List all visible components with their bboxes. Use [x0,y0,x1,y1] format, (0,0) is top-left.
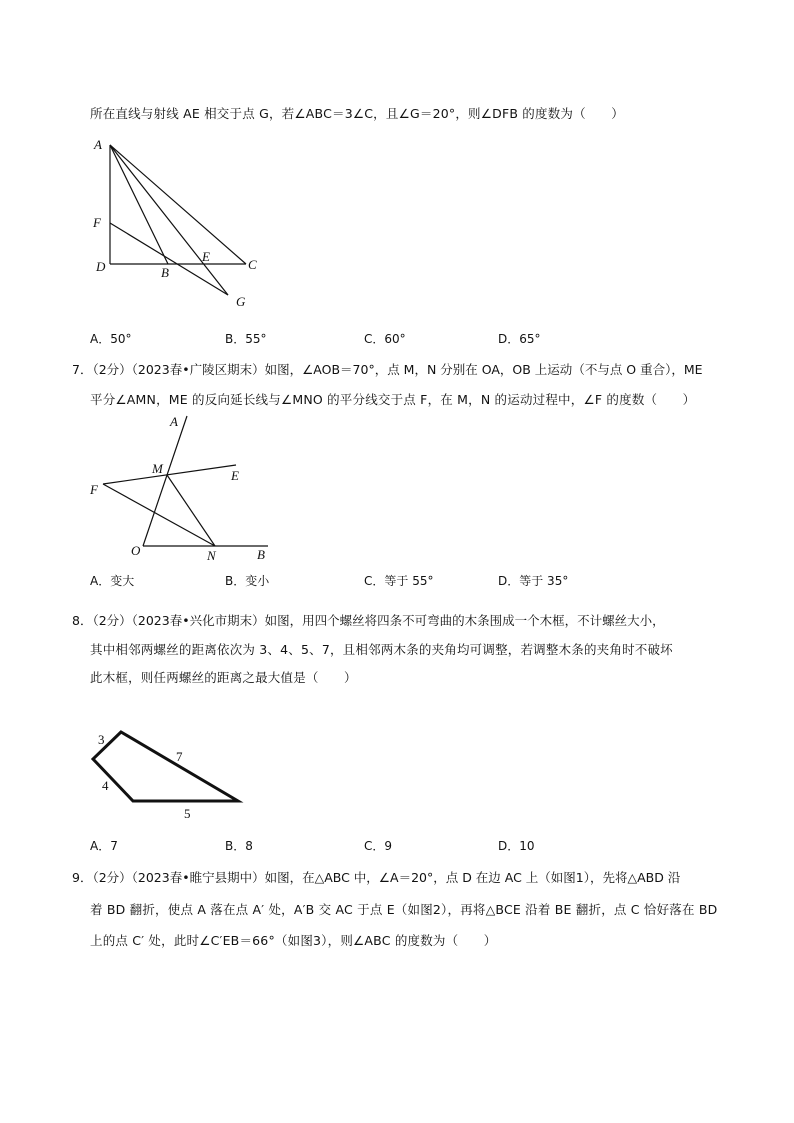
q8-label-side-3: 3 [98,732,105,747]
q7-option-a[interactable]: A．变大 [90,574,135,588]
q7-line-2: 平分∠AMN，ME 的反向延长线与∠MNO 的平分线交于点 F，在 M，N 的运动过程中，∠F 的度数（ ） [90,392,696,407]
q9-line-3: 上的点 C′ 处，此时∠C′EB＝66°（如图3），则∠ABC 的度数为（ ） [90,933,497,948]
q8-option-a[interactable]: A．7 [90,839,118,853]
q7-label-M: M [152,461,163,476]
q6-label-A: A [94,137,102,152]
q6-label-D: D [96,259,106,274]
q7-figure [88,413,278,563]
q9-line-2: 着 BD 翻折，使点 A 落在点 A′ 处，A′B 交 AC 于点 E（如图2），再将△BCE 沿着 BE 翻折，点 C 恰好落在 BD [90,902,718,917]
q6-option-c[interactable]: C．60° [364,332,406,346]
q7-option-b[interactable]: B．变小 [225,574,270,588]
q6-stem-line: 所在直线与射线 AE 相交于点 G，若∠ABC＝3∠C，且∠G＝20°，则∠DFB 的度数为（ ） [90,106,624,121]
q8-label-side-5: 5 [184,806,191,821]
q7-label-E: E [231,468,239,483]
q7-label-F: F [90,482,98,497]
q6-label-G: G [236,294,246,309]
q6-label-E: E [202,249,210,264]
q8-wooden-frame [93,732,238,801]
q6-figure [90,135,270,310]
q7-label-O: O [131,543,141,558]
q7-line-1: 7．（2分）（2023春•广陵区期末）如图，∠AOB＝70°，点 M，N 分别在 OA，OB 上运动（不与点 O 重合），ME [72,362,703,377]
q6-option-b[interactable]: B．55° [225,332,267,346]
q8-line-3: 此木框，则任两螺丝的距离之最大值是（ ） [90,670,357,685]
q8-line-1: 8．（2分）（2023春•兴化市期末）如图，用四个螺丝将四条不可弯曲的木条围成一个木框，不计螺丝大小， [72,613,665,628]
q6-segment-AC [110,145,246,264]
q8-option-b[interactable]: B．8 [225,839,253,853]
q7-label-B: B [257,547,265,562]
q7-segment-MN [167,475,215,546]
q6-option-d[interactable]: D．65° [498,332,541,346]
q8-option-c[interactable]: C．9 [364,839,393,853]
q9-line-1: 9．（2分）（2023春•睢宁县期中）如图，在△ABC 中，∠A＝20°，点 D 在边 AC 上（如图1），先将△ABD 沿 [72,870,681,885]
q8-label-side-4: 4 [102,778,109,793]
q8-line-2: 其中相邻两螺丝的距离依次为 3、4、5、7，且相邻两木条的夹角均可调整，若调整木条的夹角时不破坏 [90,642,673,657]
q7-label-A: A [170,414,178,429]
q6-ray-AG [110,145,228,295]
q6-label-C: C [248,257,257,272]
q8-label-side-7: 7 [176,749,183,764]
q6-label-B: B [161,265,169,280]
q7-label-N: N [207,548,216,563]
q6-line-FG [110,223,228,295]
q6-option-a[interactable]: A．50° [90,332,132,346]
q7-segment-FN [103,484,215,546]
q6-segment-AB [110,145,168,264]
q7-option-c[interactable]: C．等于 55° [364,574,434,588]
q7-option-d[interactable]: D．等于 35° [498,574,569,588]
q6-label-F: F [93,215,101,230]
q8-option-d[interactable]: D．10 [498,839,535,853]
q8-figure [90,725,250,825]
